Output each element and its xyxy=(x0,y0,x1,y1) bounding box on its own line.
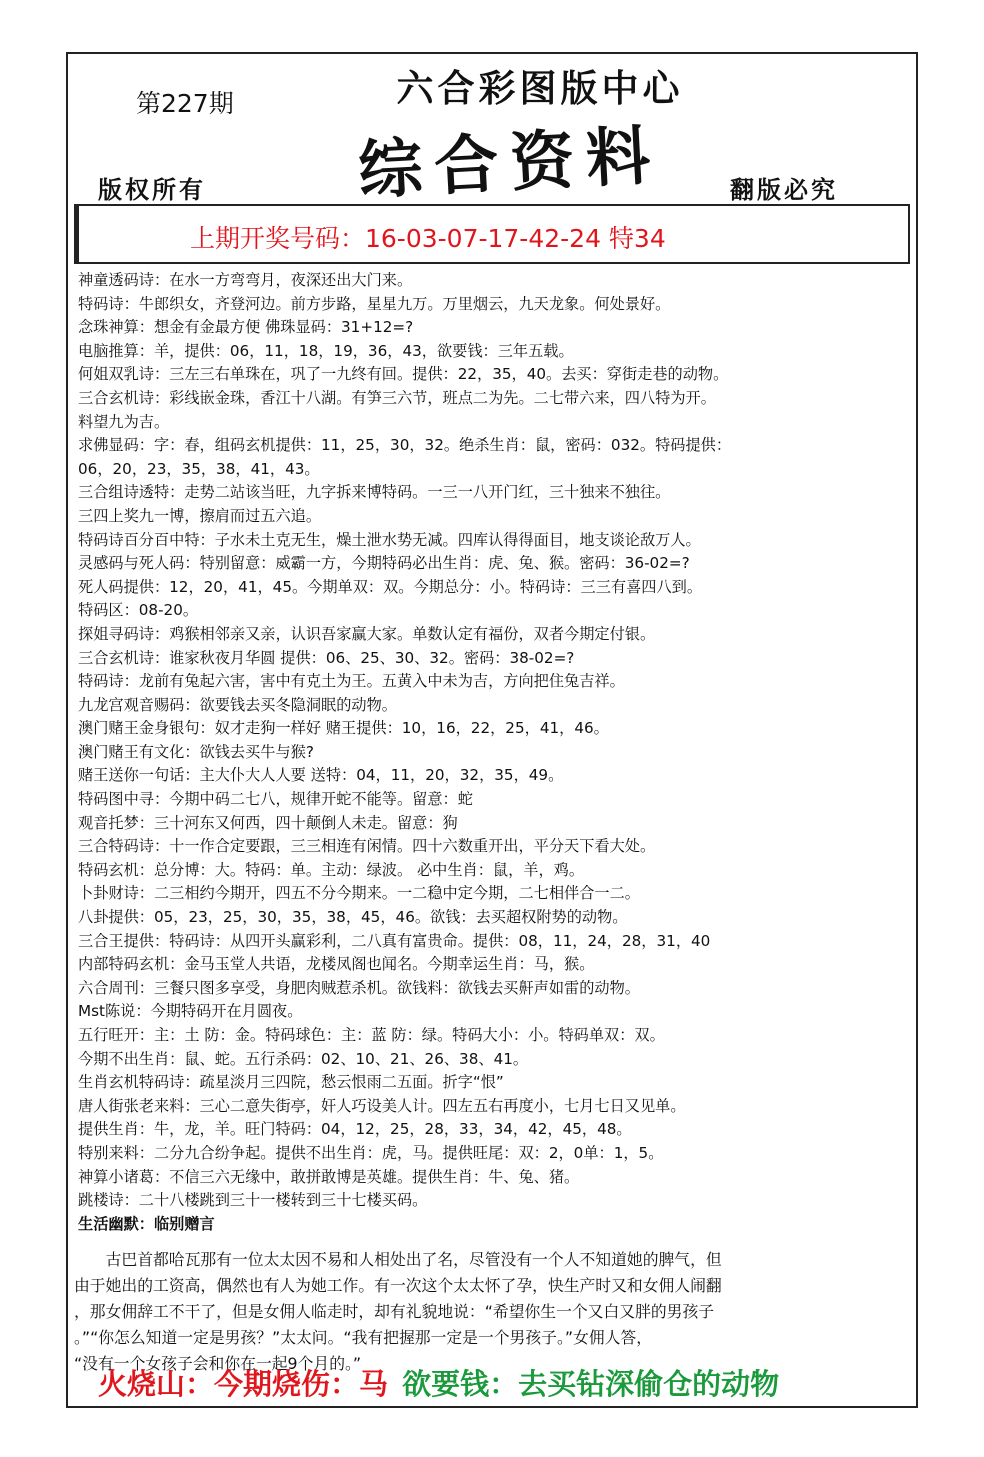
footer-red-text: 火烧山：今期烧伤：马 xyxy=(98,1367,389,1401)
text-line: 特别来料：二分九合纷争起。提供不出生肖：虎，马。提供旺尾：双：2，0单：1，5。 xyxy=(78,1143,664,1162)
issue-number: 第227期 xyxy=(136,89,234,118)
humor-story xyxy=(74,1247,912,1377)
text-line: 特码图中寻：今期中码二七八，规律开蛇不能等。留意：蛇 xyxy=(78,790,473,809)
story-line: 由于她出的工资高，偶然也有人为她工作。有一次这个太太怀了孕，快生产时又和女佣人闹翻 xyxy=(74,1276,722,1295)
text-line: 三合玄机诗：谁家秋夜月华圆 提供：06、25、30、32。密码：38-02=? xyxy=(78,648,575,667)
text-line: 死人码提供：12，20，41，45。今期单双：双。今期总分：小。特码诗：三三有喜四八到。 xyxy=(78,577,703,596)
text-line: 澳门赌王金身银句：奴才走狗一样好 赌王提供：10，16，22，25，41，46。 xyxy=(78,719,609,738)
text-line: 观音托梦：三十河东又何西，四十颠倒人未走。留意：狗 xyxy=(78,813,458,832)
text-line: 灵感码与死人码：特别留意：威霸一方，今期特码必出生肖：虎、兔、猴。密码：36-02=? xyxy=(78,554,690,573)
text-line: 提供生肖：牛，龙，羊。旺门特码：04，12，25，28，33，34，42，45，48。 xyxy=(78,1120,632,1139)
main-title: 综合资料 xyxy=(356,118,665,209)
story-line: ，那女佣辞工不干了，但是女佣人临走时，却有礼貌地说：“希望你生一个又白又胖的男孩子 xyxy=(74,1302,715,1321)
publisher-title: 六合彩图版中心 xyxy=(396,66,684,110)
text-line: 澳门赌王有文化：欲钱去买牛与猴? xyxy=(78,742,314,761)
story-line: 古巴首都哈瓦那有一位太太因不易和人相处出了名，尽管没有一个人不知道她的脾气，但 xyxy=(74,1250,722,1269)
last-draw-result: 上期开奖号码：16-03-07-17-42-24 特34 xyxy=(190,224,666,253)
text-line: 神童透码诗：在水一方弯弯月，夜深还出大门来。 xyxy=(78,271,413,289)
text-line: Mst陈说：今期特码开在月圆夜。 xyxy=(78,1002,303,1021)
text-line: 念珠神算：想金有金最方便 佛珠显码：31+12=? xyxy=(78,318,414,337)
text-line: 何姐双乳诗：三左三右单珠在，巩了一九终有回。提供：22，35，40。去买：穿街走巷的动物。 xyxy=(78,365,729,384)
text-line: 六合周刊：三餐只图多享受，身肥肉贼惹杀机。欲钱料：欲钱去买鼾声如雷的动物。 xyxy=(78,978,640,997)
text-line: 三四上奖九一博，擦肩而过五六追。 xyxy=(78,506,321,525)
footer-banner xyxy=(98,1362,779,1403)
story-line: “没有一个女孩子会和你在一起9个月的。” xyxy=(74,1354,362,1373)
text-line: 卜卦财诗：二三相约今期开，四五不分今期来。一二稳中定今期，二七相伴合一二。 xyxy=(78,884,640,903)
text-line: 赌王送你一句话：主大仆大人人要 送特：04，11，20，32，35，49。 xyxy=(78,766,564,785)
text-line: 今期不出生肖：鼠、蛇。五行杀码：02、10、21、26、38、41。 xyxy=(78,1049,529,1068)
text-line: 三合组诗透特：走势二站该当旺，九字拆来博特码。一三一八开门红，三十独来不独往。 xyxy=(78,483,671,502)
text-line: 生肖玄机特码诗：疏星淡月三四院，愁云恨雨二五面。折字“恨” xyxy=(78,1073,504,1092)
text-line: 特码诗百分百中特：子水未土克无生，燥土泄水势无减。四库认得得面目，地支谈论敌万人。 xyxy=(78,530,701,549)
text-line: 跳楼诗：二十八楼跳到三十一楼转到三十七楼买码。 xyxy=(78,1191,428,1210)
text-line: 内部特码玄机：金马玉堂人共语，龙楼凤阁也闻名。今期幸运生肖：马，猴。 xyxy=(78,955,595,974)
footer-green-text: 欲要钱：去买钻深偷仓的动物 xyxy=(402,1367,780,1401)
text-line: 唐人街张老来料：三心二意失街亭，奸人巧设美人计。四左五右再度小，七月七日又见单。 xyxy=(78,1096,686,1115)
text-line: 料望九为吉。 xyxy=(78,412,170,431)
text-line: 求佛显码：字：春，组码玄机提供：11，25，30，32。绝杀生肖：鼠，密码：032。特码提供： xyxy=(78,436,732,455)
copyright-mark: 版权所有 xyxy=(98,175,206,204)
text-line: 特码诗：龙前有兔起六害，害中有克土为王。五黄入中未为吉，方向把住兔吉祥。 xyxy=(78,672,625,691)
story-line: 。”“你怎么知道一定是男孩？”太太问。“我有把握那一定是一个男孩子。”女佣人答， xyxy=(74,1328,653,1347)
text-line: 八卦提供：05，23，25，30，35，38，45，46。欲钱：去买超权附势的动物。 xyxy=(78,908,628,927)
text-line: 五行旺开：主：土 防：金。特码球色：主：蓝 防：绿。特码大小：小。特码单双：双。 xyxy=(78,1026,665,1044)
text-line: 特码诗：牛郎织女，齐登河边。前方步路，星星九万。万里烟云，九天龙象。何处景好。 xyxy=(78,294,671,313)
text-line: 电脑推算：羊，提供：06，11，18，19，36，43，欲要钱：三年五载。 xyxy=(78,341,574,360)
humor-heading: 生活幽默：临别赠言 xyxy=(78,1214,215,1233)
text-line: 九龙宫观音赐码：欲要钱去买冬隐洞眠的动物。 xyxy=(78,695,397,714)
text-line: 06，20，23，35，38，41，43。 xyxy=(78,459,320,478)
text-line: 探姐寻码诗：鸡猴相邻亲又亲，认识吾家赢大家。单数认定有福份，双者今期定付银。 xyxy=(78,624,656,643)
text-line: 特码区：08-20。 xyxy=(78,601,199,620)
anti-copy-mark: 翻版必究 xyxy=(730,175,838,204)
text-line: 特码玄机：总分博：大。特码：单。主动：绿波。 必中生肖：鼠，羊，鸡。 xyxy=(78,860,585,879)
text-line: 三合特码诗：十一作合定要跟，三三相连有闲情。四十六数重开出，平分天下看大处。 xyxy=(78,837,656,856)
text-line: 三合王提供：特码诗：从四开头赢彩利，二八真有富贵命。提供：08，11，24，28，31，40 xyxy=(78,931,711,950)
text-line: 三合玄机诗：彩线嵌金珠，香江十八湖。有笋三六节，班点二为先。二七带六来，四八特为开。 xyxy=(78,388,716,407)
content-lines xyxy=(78,269,908,1236)
text-line: 神算小诸葛：不信三六无缘中，敢拼敢博是英雄。提供生肖：牛、兔、猪。 xyxy=(78,1167,580,1186)
